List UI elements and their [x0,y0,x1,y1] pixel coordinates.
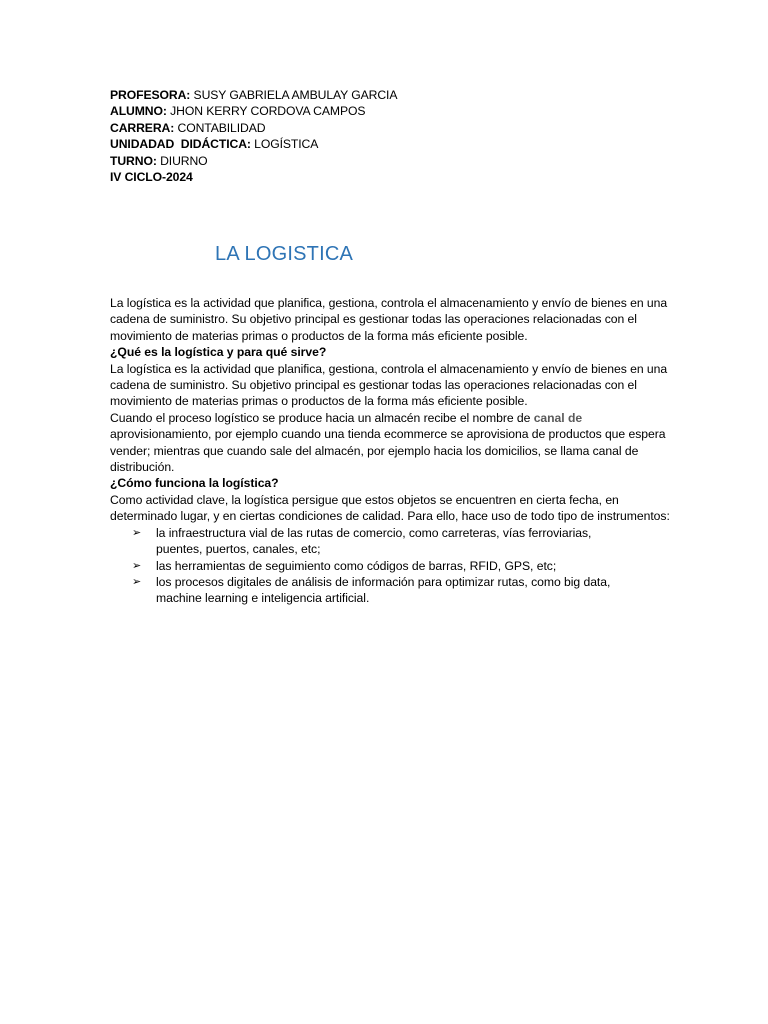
process-text-end: aprovisionamiento, por ejemplo cuando una tienda ecommerce se aprovisiona de productos que espera vender; mientras que cuando sale del almacén, por ejemplo hacia los domicilios, se llama canal de distribución. [110,427,666,475]
answer-paragraph-2: Como actividad clave, la logística persigue que estos objetos se encuentren en cierta fecha, en determinado lugar, y en ciertas condiciones de calidad. Para ello, hace uso de todo tipo de instrumentos: [110,492,670,524]
profesora-label: PROFESORA: [110,88,191,102]
turno-value: DIURNO [156,153,208,168]
arrow-bullet-icon: ➢ [132,559,142,572]
turno-line [110,153,670,169]
question-heading-1: ¿Qué es la logística y para qué sirve? [110,345,327,360]
list-item [110,558,670,574]
unidad-line [110,136,670,152]
instruments-list [110,525,670,607]
process-paragraph [110,410,670,476]
arrow-bullet-icon: ➢ [132,526,142,539]
list-item-text: la infraestructura vial de las rutas de comercio, como carreteras, vías ferroviarias, puentes, puertos, canales, etc; [156,525,592,557]
list-item [110,525,670,558]
list-item-text: los procesos digitales de análisis de información para optimizar rutas, como big data, machine learning e inteligencia artificial. [156,574,611,606]
unidad-label: UNIDADAD DIDÁCTICA: [110,137,251,152]
list-item [110,574,670,607]
document-title: LA LOGISTICA [215,243,354,265]
answer-paragraph-1: La logística es la actividad que planifica, gestiona, controla el almacenamiento y envío de bienes en una cadena de suministro. Su objetivo principal es gestionar todas las operaciones relacionadas con el movimiento de materias primas o productos de la forma más eficiente posible. [110,361,668,409]
student-info-header [110,87,670,185]
list-item-text: las herramientas de seguimiento como códigos de barras, RFID, GPS, etc; [156,558,557,573]
turno-label: TURNO: [110,153,157,168]
process-text-start: Cuando el proceso logístico se produce hacia un almacén recibe el nombre de [110,410,534,425]
question-heading-2: ¿Cómo funciona la logística? [110,476,279,491]
arrow-bullet-icon: ➢ [132,575,142,588]
carrera-value: CONTABILIDAD [174,120,266,135]
profesora-value: SUSY GABRIELA AMBULAY GARCIA [190,88,398,102]
carrera-line [110,120,670,136]
carrera-label: CARRERA: [110,120,175,135]
alumno-label: ALUMNO: [110,104,167,119]
intro-paragraph: La logística es la actividad que planifica, gestiona, controla el almacenamiento y envío de bienes en una cadena de suministro. Su objetivo principal es gestionar todas las operaciones relacionadas con el movimiento de materias primas o productos de la forma más eficiente posible. [110,296,668,343]
ciclo-line: IV CICLO-2024 [110,170,193,185]
canal-link[interactable]: canal de [533,410,583,425]
unidad-value: LOGÍSTICA [250,137,319,152]
alumno-line [110,103,670,119]
profesora-line [110,87,670,103]
document-body [110,295,670,607]
alumno-value: JHON KERRY CORDOVA CAMPOS [166,104,366,119]
